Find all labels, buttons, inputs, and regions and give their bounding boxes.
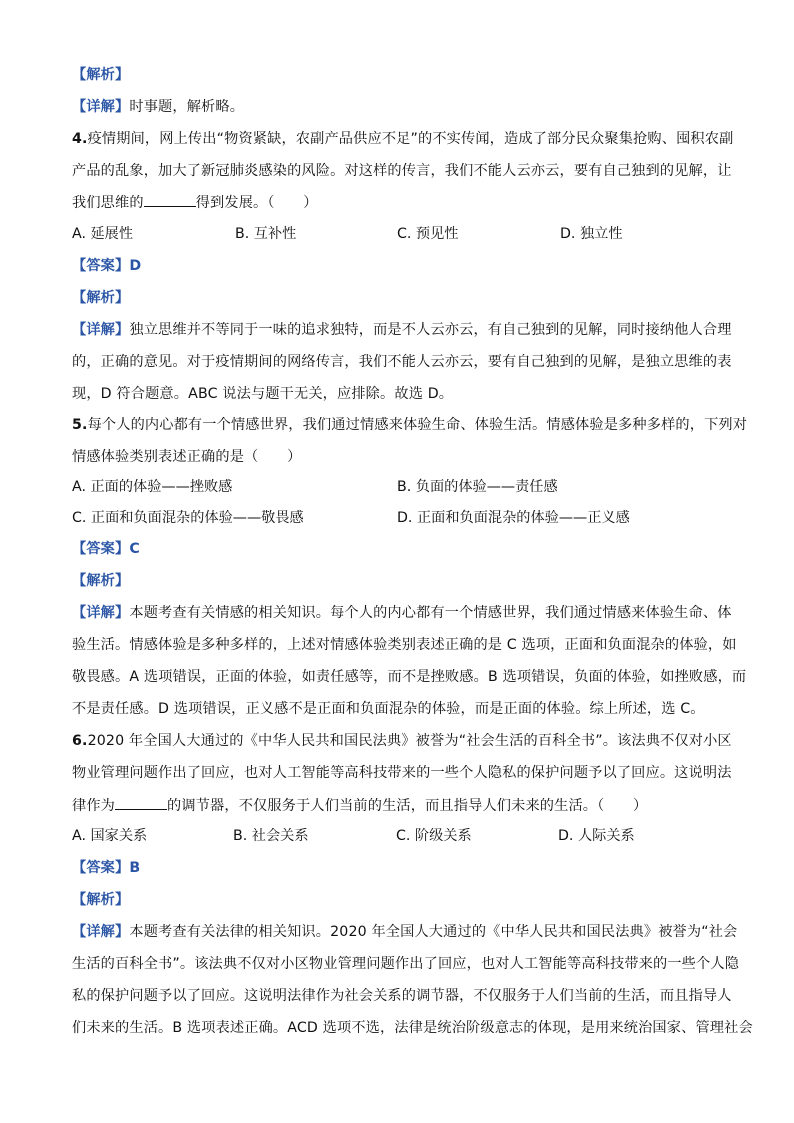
question-6-line-2: 物业管理问题作出了回应，也对人工智能等高科技带来的一些个人隐私的保护问题予以了回应。这说明法 (72, 765, 732, 781)
question-5-line-1: 5.每个人的内心都有一个情感世界，我们通过情感来体验生命、体验生活。情感体验是多种多样的，下列对 (72, 417, 748, 433)
detail-line: 生活的百科全书”。该法典不仅对小区物业管理问题作出了回应，也对人工智能等高科技带来的一些个人隐 (72, 956, 740, 972)
answer-line: 【答案】C (72, 541, 140, 557)
detail-line: 【详解】独立思维并不等同于一味的追求独特，而是不人云亦云，有自己独到的见解，同时接纳他人合理 (72, 322, 732, 338)
option-a: A. 延展性 (72, 226, 134, 242)
detail-line: 不是责任感。D 选项错误，正义感不是正面和负面混杂的体验，而是正面的体验。综上所述，选 C。 (72, 701, 705, 717)
analysis-heading: 【解析】 (72, 67, 130, 83)
answer-value: C (129, 541, 140, 557)
detail-line: 们未来的生活。B 选项表述正确。ACD 选项不选，法律是统治阶级意志的体现，是用来统治国家、管理社会 (72, 1020, 753, 1036)
answer-value: D (129, 258, 142, 274)
answer-line: 【答案】D (72, 258, 142, 274)
option-c: C. 正面和负面混杂的体验——敬畏感 (72, 510, 304, 526)
option-b: B. 互补性 (235, 226, 297, 242)
detail-line: 【详解】本题考查有关法律的相关知识。2020 年全国人大通过的《中华人民共和国民法典》被誉为“社会 (72, 924, 738, 940)
question-6-line-3: 律作为 的调节器，不仅服务于人们当前的生活，而且指导人们未来的生活。（ ） (72, 795, 722, 816)
question-number: 5. (72, 417, 88, 433)
question-number: 4. (72, 131, 88, 147)
option-b: B. 负面的体验——责任感 (397, 479, 558, 495)
answer-line: 【答案】B (72, 860, 141, 876)
detail-line: 私的保护问题予以了回应。这说明法律作为社会关系的调节器，不仅服务于人们当前的生活，而且指导人 (72, 988, 732, 1004)
detail-paragraph: 【详解】时事题，解析略。 (72, 99, 245, 115)
option-d: D. 人际关系 (558, 828, 635, 844)
answer-blank (144, 192, 196, 207)
detail-line: 验生活。情感体验是多种多样的，上述对情感体验类别表述正确的是 C 选项，正面和负面混杂的体验，如 (72, 637, 737, 653)
detail-line: 敬畏感。A 选项错误，正面的体验，如责任感等，而不是挫败感。B 选项错误，负面的体验，如挫败感，而 (72, 669, 747, 685)
question-4-line-2: 产品的乱象，加大了新冠肺炎感染的风险。对这样的传言，我们不能人云亦云，要有自己独到的见解，让 (72, 163, 732, 179)
question-5-line-2: 情感体验类别表述正确的是（ ） (72, 449, 302, 465)
analysis-heading: 【解析】 (72, 892, 130, 908)
option-a: A. 正面的体验——挫败感 (72, 479, 233, 495)
option-c: C. 阶级关系 (396, 828, 472, 844)
question-6-line-1: 6.2020 年全国人大通过的《中华人民共和国民法典》被誉为“社会生活的百科全书”。该法典不仅对小区 (72, 733, 732, 749)
option-d: D. 独立性 (560, 226, 623, 242)
option-d: D. 正面和负面混杂的体验——正义感 (397, 510, 630, 526)
answer-blank (115, 795, 167, 810)
analysis-heading: 【解析】 (72, 573, 130, 589)
analysis-heading: 【解析】 (72, 290, 130, 306)
detail-line: 的，正确的意见。对于疫情期间的网络传言，我们不能人云亦云，要有自己独到的见解，是独立思维的表 (72, 354, 732, 370)
question-4-line-1: 4.疫情期间，网上传出“物资紧缺，农副产品供应不足”的不实传闻，造成了部分民众聚集抢购、囤积农副 (72, 131, 734, 147)
question-4-line-3: 我们思维的 得到发展。（ ） (72, 192, 722, 213)
detail-line: 现，D 符合题意。ABC 说法与题干无关，应排除。故选 D。 (72, 386, 454, 402)
answer-value: B (129, 860, 141, 876)
detail-line: 【详解】本题考查有关情感的相关知识。每个人的内心都有一个情感世界，我们通过情感来体验生命、体 (72, 605, 732, 621)
option-c: C. 预见性 (397, 226, 459, 242)
option-b: B. 社会关系 (233, 828, 309, 844)
question-number: 6. (72, 733, 88, 749)
option-a: A. 国家关系 (72, 828, 148, 844)
